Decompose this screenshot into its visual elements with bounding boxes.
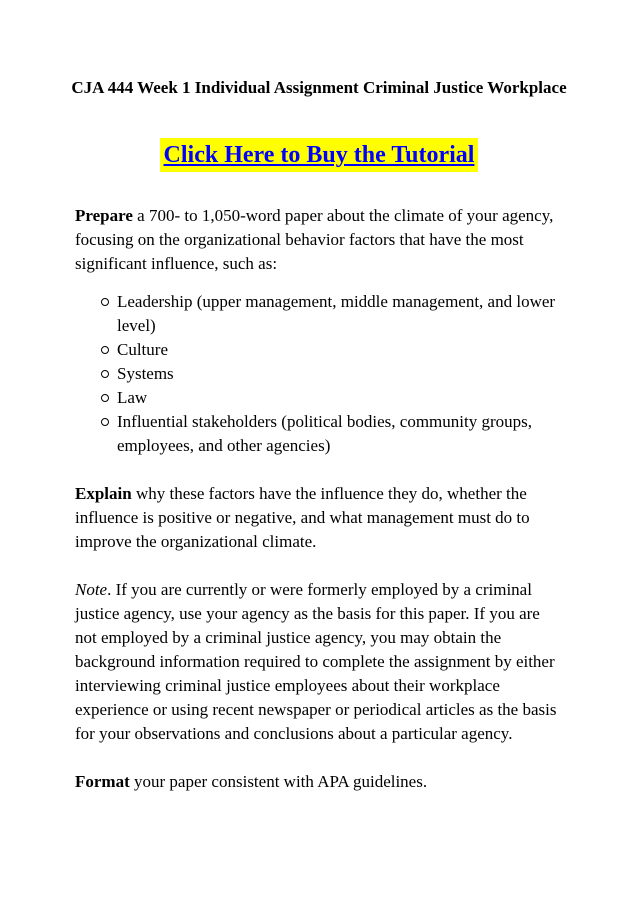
note-text: . If you are currently or were formerly employed by a criminal justice agency, use your agency as the basis for this paper. If you are not employed by a criminal justice agency, you may obtain the background information required to complete the assignment by either interviewing criminal justice employees about their workplace experience or using recent newspaper or periodical articles as the basis for your observations and conclusions about a particular agency. [75, 580, 557, 743]
bullet-icon [101, 370, 109, 378]
explain-text: why these factors have the influence they do, whether the influence is positive or negative, and what management must do to improve the organizational climate. [75, 484, 530, 551]
buy-tutorial-link[interactable]: Click Here to Buy the Tutorial [160, 138, 479, 172]
format-paragraph [75, 770, 565, 794]
list-item-text: Influential stakeholders (political bodies, community groups, employees, and other agencies) [117, 412, 532, 455]
prepare-lead: Prepare [75, 206, 133, 225]
bullet-icon [101, 298, 109, 306]
list-item [75, 386, 557, 410]
prepare-paragraph [75, 204, 565, 276]
bullet-icon [101, 394, 109, 402]
list-item [75, 290, 557, 338]
cta-container [0, 138, 638, 172]
explain-paragraph [75, 482, 565, 554]
list-item-text: Culture [117, 340, 168, 359]
list-item [75, 362, 557, 386]
document-body [75, 204, 565, 794]
list-item [75, 410, 557, 458]
bullet-icon [101, 346, 109, 354]
note-lead: Note [75, 580, 108, 599]
list-item-text: Law [117, 388, 148, 407]
prepare-text: a 700- to 1,050-word paper about the climate of your agency, focusing on the organizational behavior factors that have the most significant influence, such as: [75, 206, 554, 273]
list-item-text: Leadership (upper management, middle management, and lower level) [117, 292, 556, 335]
factor-list [75, 290, 565, 458]
page-title: CJA 444 Week 1 Individual Assignment Criminal Justice Workplace [71, 78, 567, 97]
explain-lead: Explain [75, 484, 132, 503]
note-paragraph [75, 578, 565, 746]
format-lead: Format [75, 772, 130, 791]
format-text: your paper consistent with APA guidelines. [129, 772, 428, 791]
list-item-text: Systems [117, 364, 174, 383]
list-item [75, 338, 557, 362]
bullet-icon [101, 418, 109, 426]
